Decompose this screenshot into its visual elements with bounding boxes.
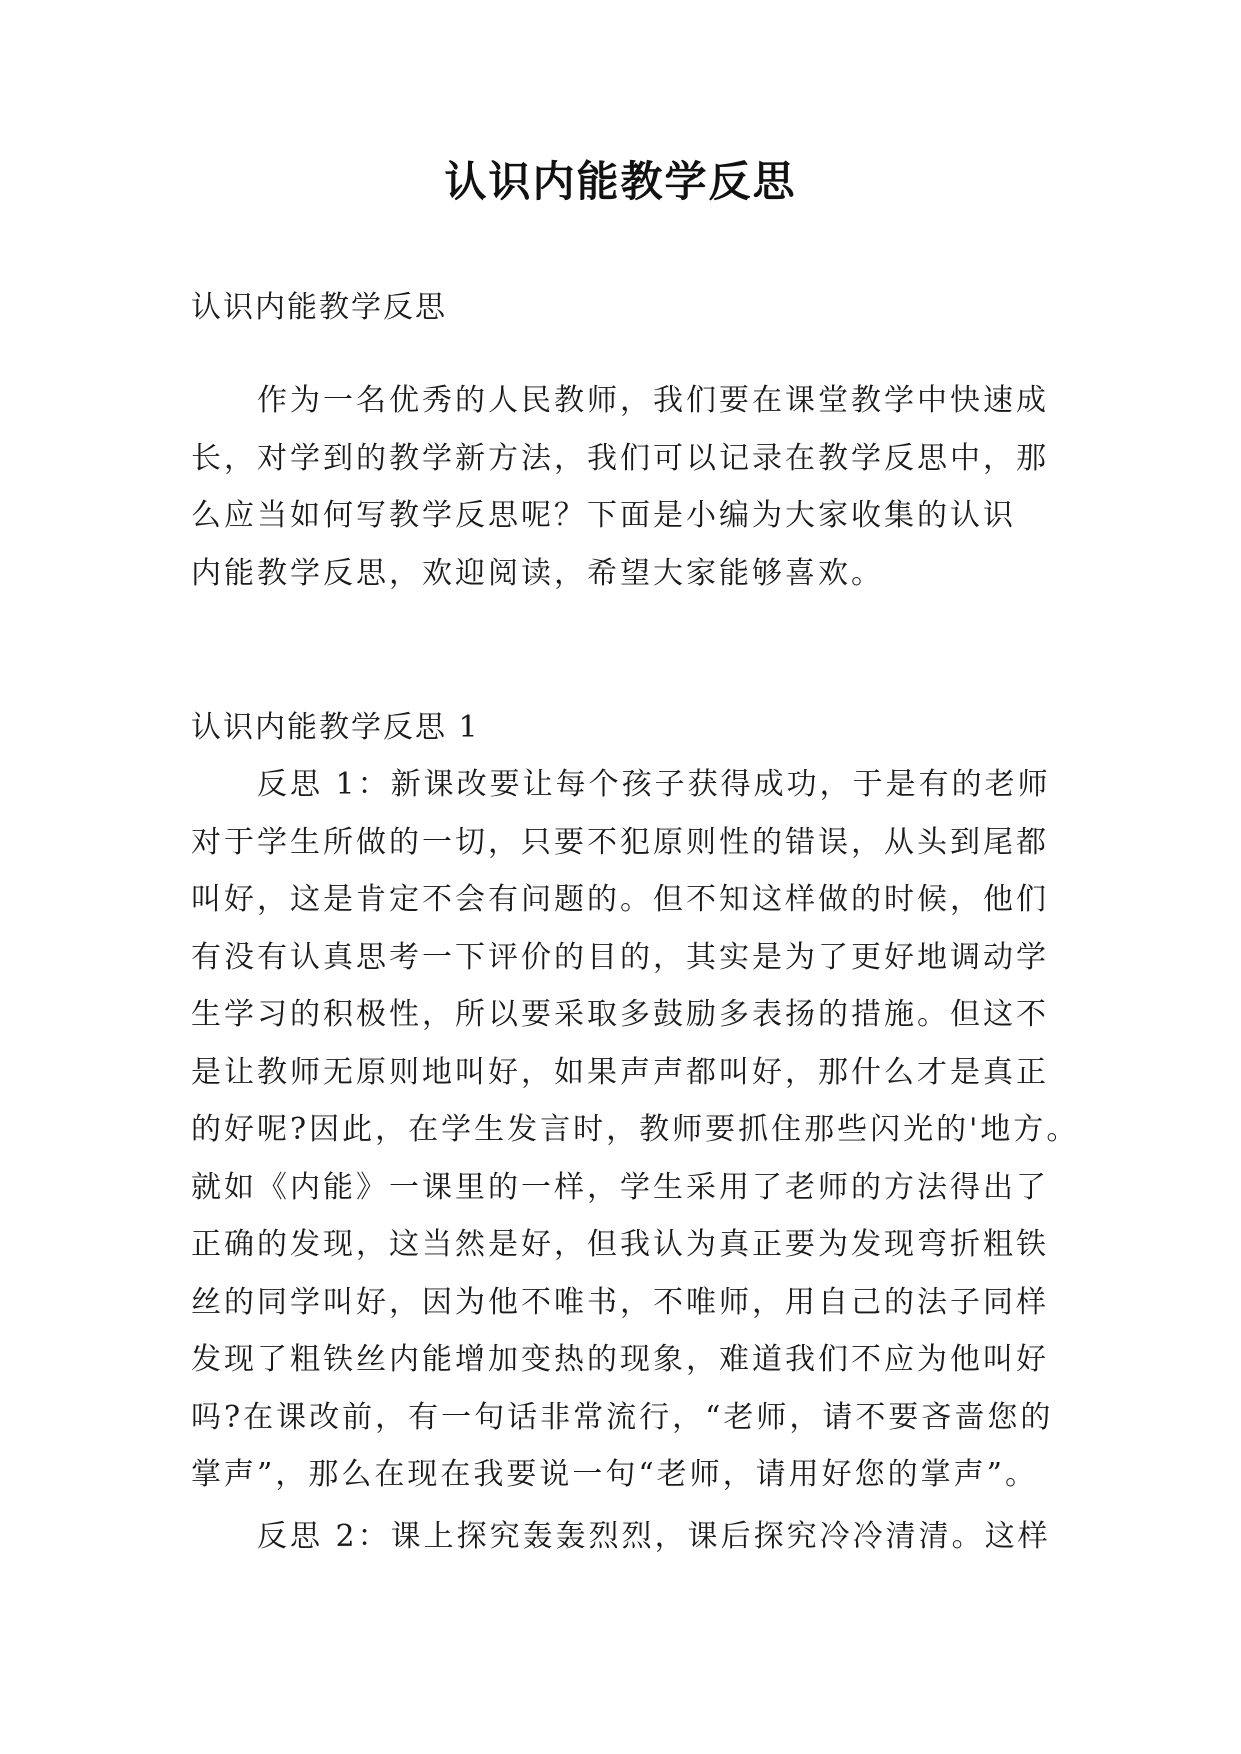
reflection-line: 对于学生所做的一切，只要不犯原则性的错误，从头到尾都 <box>191 824 1049 860</box>
intro-line: 长，对学到的教学新方法，我们可以记录在教学反思中，那 <box>191 440 1049 476</box>
reflection-line: 有没有认真思考一下评价的目的，其实是为了更好地调动学 <box>191 939 1049 975</box>
reflection-line: 就如《内能》一课里的一样，学生采用了老师的方法得出了 <box>191 1169 1049 1205</box>
reflection-1-paragraph <box>191 756 1080 1504</box>
reflection-2-paragraph <box>191 1508 1051 1566</box>
reflection-line: 生学习的积极性，所以要采取多鼓励多表扬的措施。但这不 <box>191 997 1049 1032</box>
reflection-line: 掌声”，那么在现在我要说一句“老师，请用好您的掌声”。 <box>191 1457 1039 1492</box>
reflection-line: 反思 2：课上探究轰轰烈烈，课后探究冷冷清清。这样 <box>257 1519 1051 1554</box>
document-subtitle: 认识内能教学反思 <box>191 290 447 325</box>
reflection-line: 正确的发现，这当然是好，但我认为真正要为发现弯折粗铁 <box>191 1227 1049 1262</box>
intro-line: 么应当如何写教学反思呢？下面是小编为大家收集的认识 <box>191 498 1016 533</box>
reflection-line: 吗?在课改前，有一句话非常流行，“老师，请不要吝啬您的 <box>191 1399 1054 1435</box>
reflection-line: 是让教师无原则地叫好，如果声声都叫好，那什么才是真正 <box>191 1054 1049 1090</box>
reflection-line: 叫好，这是肯定不会有问题的。但不知这样做的时候，他们 <box>191 882 1049 917</box>
reflection-line: 反思 1：新课改要让每个孩子获得成功，于是有的老师 <box>257 767 1051 802</box>
intro-line: 内能教学反思，欢迎阅读，希望大家能够喜欢。 <box>191 555 884 591</box>
intro-paragraph <box>191 372 1051 602</box>
reflection-line: 的好呢?因此，在学生发言时，教师要抓住那些闪光的'地方。 <box>191 1112 1080 1147</box>
intro-line: 作为一名优秀的人民教师，我们要在课堂教学中快速成 <box>257 383 1049 418</box>
section-heading: 认识内能教学反思 1 <box>191 710 480 745</box>
reflection-line: 发现了粗铁丝内能增加变热的现象，难道我们不应为他叫好 <box>191 1342 1049 1377</box>
document-title: 认识内能教学反思 <box>444 157 797 206</box>
reflection-line: 丝的同学叫好，因为他不唯书，不唯师，用自己的法子同样 <box>191 1284 1049 1320</box>
